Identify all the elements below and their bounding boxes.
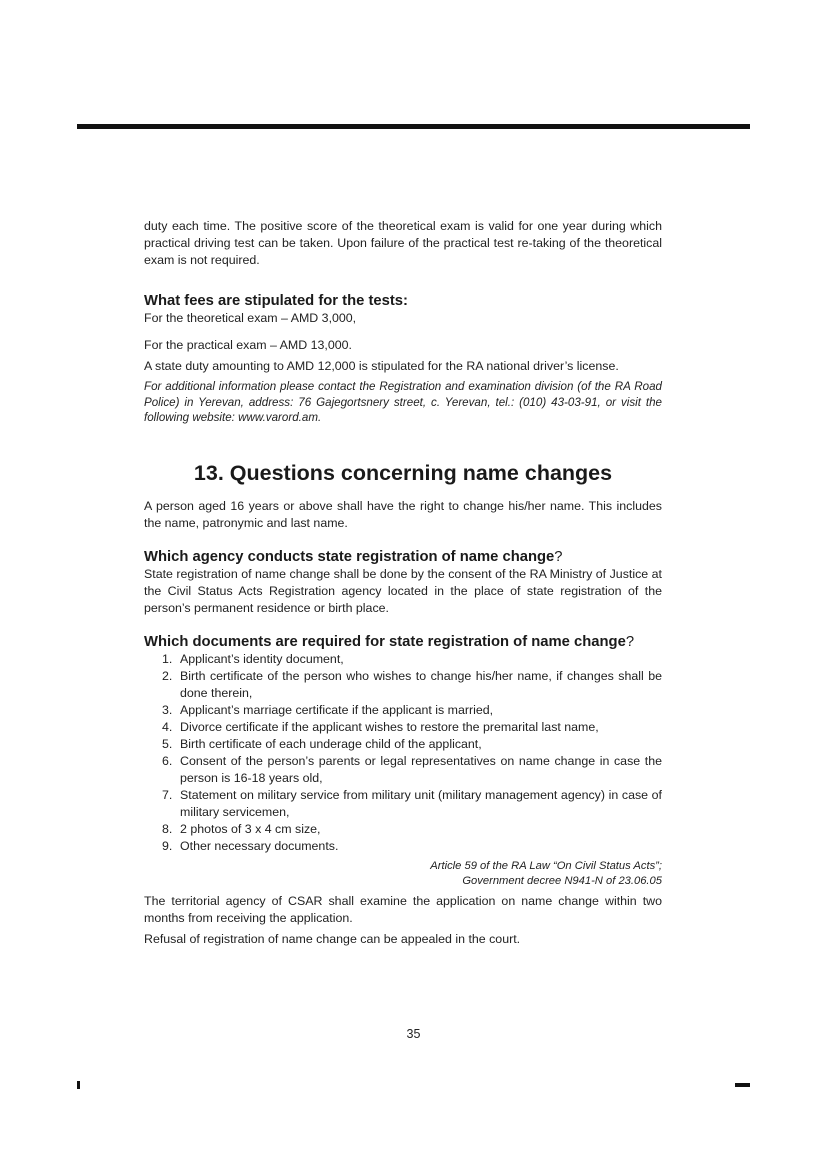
examination-text: The territorial agency of CSAR shall examine the application on name change within two months from receiving the application. bbox=[144, 893, 662, 925]
fee-practical: For the practical exam – AMD 13,000. bbox=[144, 338, 352, 352]
list-item bbox=[144, 753, 662, 787]
section-intro: A person aged 16 years or above shall have the right to change his/her name. This includes the name, patronymic and last name. bbox=[144, 498, 662, 530]
list-item-text: Birth certificate of the person who wishes to change his/her name, if changes shall be done therein, bbox=[180, 668, 662, 700]
list-item-text: Other necessary documents. bbox=[180, 838, 339, 853]
crop-mark-right bbox=[735, 1083, 750, 1087]
agency-text: State registration of name change shall be done by the consent of the RA Ministry of Justice at the Civil Status Acts Registration agency located in the place of state registration of the person’s permanent residence or birth place. bbox=[144, 566, 662, 615]
list-item bbox=[144, 719, 662, 736]
list-item bbox=[144, 787, 662, 821]
list-item bbox=[144, 702, 662, 719]
agency-heading-text: Which agency conducts state registration of name change bbox=[144, 548, 555, 565]
list-item-number: 1. bbox=[162, 651, 173, 666]
legal-citation-line-1: Article 59 of the RA Law “On Civil Status Acts”; bbox=[430, 859, 662, 872]
fees-heading: What fees are stipulated for the tests: bbox=[144, 293, 408, 309]
agency-heading bbox=[144, 548, 662, 566]
state-duty-text: A state duty amounting to AMD 12,000 is stipulated for the RA national driver’s license. bbox=[144, 359, 619, 373]
page-content bbox=[144, 218, 662, 948]
list-item-text: Applicant’s marriage certificate if the applicant is married, bbox=[180, 702, 494, 717]
list-item bbox=[144, 668, 662, 702]
list-item-text: Applicant’s identity document, bbox=[180, 651, 344, 666]
legal-citation-line-2: Government decree N941-N of 23.06.05 bbox=[462, 874, 662, 887]
contact-note: For additional information please contact the Registration and examination division (of the RA Road Police) in Yerevan, address: 76 Gajegortsnery street, c. Yerevan, tel.: (010) 43-03-91, or visit the following website: www.varord.am. bbox=[144, 380, 662, 424]
list-item-number: 5. bbox=[162, 736, 173, 751]
list-item-number: 3. bbox=[162, 702, 173, 717]
list-item-text: Divorce certificate if the applicant wishes to restore the premarital last name, bbox=[180, 719, 599, 734]
docs-heading-qmark: ? bbox=[625, 633, 635, 650]
list-item-text: Statement on military service from military unit (military management agency) in case of military servicemen, bbox=[180, 787, 662, 819]
list-item-number: 8. bbox=[162, 821, 173, 836]
documents-list bbox=[144, 651, 662, 855]
list-item bbox=[144, 651, 662, 668]
list-item-number: 6. bbox=[162, 753, 173, 768]
list-item-text: 2 photos of 3 x 4 cm size, bbox=[180, 821, 321, 836]
header-rule bbox=[77, 124, 750, 129]
list-item-text: Birth certificate of each underage child of the applicant, bbox=[180, 736, 482, 751]
list-item-number: 4. bbox=[162, 719, 173, 734]
list-item-text: Consent of the person’s parents or legal representatives on name change in case the person is 16-18 years old, bbox=[180, 753, 662, 785]
list-item-number: 7. bbox=[162, 787, 173, 802]
intro-paragraph: duty each time. The positive score of the theoretical exam is valid for one year during which practical driving test can be taken. Upon failure of the practical test re-taking of the theoretical exam is not required. bbox=[144, 219, 662, 267]
docs-heading bbox=[144, 633, 662, 651]
refusal-text: Refusal of registration of name change can be appealed in the court. bbox=[144, 931, 521, 946]
fee-theoretical: For the theoretical exam – AMD 3,000, bbox=[144, 311, 357, 325]
list-item bbox=[144, 736, 662, 753]
docs-heading-text: Which documents are required for state registration of name change bbox=[144, 633, 626, 650]
list-item bbox=[144, 838, 662, 855]
list-item bbox=[144, 821, 662, 838]
list-item-number: 9. bbox=[162, 838, 173, 853]
agency-heading-qmark: ? bbox=[554, 548, 563, 565]
crop-mark-left bbox=[77, 1081, 80, 1089]
page-number: 35 bbox=[406, 1027, 421, 1041]
section-title: 13. Questions concerning name changes bbox=[193, 460, 613, 485]
list-item-number: 2. bbox=[162, 668, 173, 683]
